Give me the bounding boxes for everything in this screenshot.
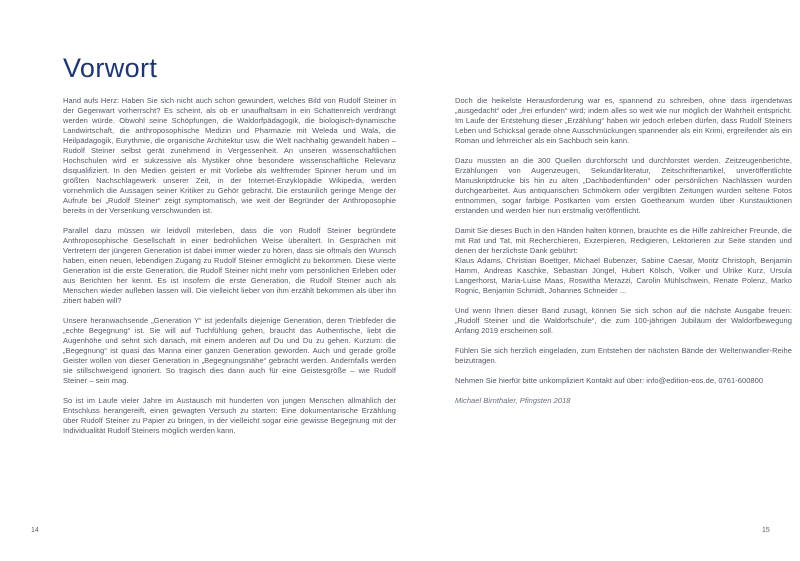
page-number-left: 14	[31, 527, 39, 534]
author-signature: Michael Birnthaler, Pfingsten 2018	[455, 396, 571, 405]
credits-intro-paragraph: Damit Sie dieses Buch in den Händen halten können, brauchte es die Hilfe zahlreicher Freunde, die mit Rat und Tat, mit Recherchieren, Exzerpieren, Redigieren, Lektorieren zur Seite standen und denen der herzlichste Dank gebührt:	[455, 226, 792, 255]
body-paragraph: Hand aufs Herz: Haben Sie sich nicht auch schon gewundert, welches Bild von Rudolf Steiner in der Gegenwart vorherrscht? Es scheint, als ob er unaufhaltsam in ein Schattenreich verdrängt werden würde. Obwohl seine Schöpfungen, die Waldorfpädagogik, die biologisch-dynamische Landwirtschaft, die anthroposophische Medizin und Pharmazie mit Weleda und Wala, die Heilpädagogik, Eurythmie, die organische Architektur usw. die Welt nachhaltig gewandelt haben – Rudolf Steiner selbst gerät zunehmend in Vergessenheit. An unseren wissenschaftlichen Hochschulen wird er sukzessive als Mystiker ohne besondere wissenschaftliche Relevanz disqualifiziert. In den Medien geistert er mit Vorliebe als weltfremder Spinner herum und im größten Nachschlagewerk unserer Zeit, in der Internet-Enzyklopädie Wikipedia, werden vornehmlich die Aussagen seiner Kritiker zu Gehör gebracht. Die erstaunlich geringe Menge der Aufrufe bei „Rudolf Steiner“ zeigt symptomatisch, wie weit der Begründer der Anthroposophie bereits in der Versenkung verschwunden ist.	[63, 96, 396, 215]
right-page	[455, 96, 792, 416]
body-paragraph: Fühlen Sie sich herzlich eingeladen, zum Entstehen der nächsten Bände der Weltenwandler-Reihe beizutragen.	[455, 346, 792, 365]
credits-names: Klaus Adams, Christian Boettger, Michael Bubenzer, Sabine Caesar, Moritz Christoph, Benjamin Hamm, Andreas Kaschke, Sebastian Jüngel, Hubert Kölsch, Volker und Ulrike Kurz, Ursula Langerhorst, Maria-Luise Maas, Roswitha Merazzi, Carolin Mühlschwein, Renate Polenz, Marko Rognic, Benjamin Schmidt, Johannes Schneider ...	[455, 256, 792, 295]
contact-line: Nehmen Sie hierfür bitte unkompliziert Kontakt auf über: info@edition-eos.de, 0761-600800	[455, 376, 764, 385]
body-paragraph: So ist im Laufe vieler Jahre im Austausch mit hunderten von jungen Menschen allmählich der Entschluss herangereift, einen gewagten Versuch zu starten: Eine dokumentarische Erzählung über Rudolf Steiner zu Papier zu bringen, in der vielleicht sogar eine gewisse Begegnung mit der Individualität Rudolf Steiners möglich werden kann.	[63, 396, 396, 435]
page-title: Vorwort	[63, 53, 158, 83]
body-paragraph: Parallel dazu müssen wir leidvoll miterleben, dass die von Rudolf Steiner begründete Anthroposophische Gesellschaft in einer bedrohlichen Weise überaltert. In Gesprächen mit Vertretern der jüngeren Generation ist dabei immer wieder zu hören, dass sie oftmals den Wunsch haben, einen neuen, lebendigen Zugang zu Rudolf Steiner ermöglicht zu bekommen. Diese vierte Generation ist die erste Generation, die Rudolf Steiner nicht mehr vom persönlichen Erleben oder aus Berichten her kennt. Es ist insofern die erste Generation, die Rudolf Steiner auch als Menschen wieder aufleben lassen will. Die vielleicht lieber von ihm erzählt bekommen als über ihn zitiert haben will?	[63, 226, 396, 305]
body-paragraph: Und wenn Ihnen dieser Band zusagt, können Sie sich schon auf die nächste Ausgabe freuen: „Rudolf Steiner und die Waldorfschule“, die zum 100-jährigen Jubiläum der Waldorfbewegung Anfang 2019 erscheinen soll.	[455, 306, 792, 335]
body-paragraph: Doch die heikelste Herausforderung war es, spannend zu schreiben, ohne dass irgendetwas „ausgedacht“ oder „frei erfunden“ wird; indem alles so weit wie nur möglich der Wahrheit entspricht. Im Laufe der Entstehung dieser „Erzählung“ haben wir jedoch erleben dürfen, dass Rudolf Steiners Leben und Schicksal gerade ohne Ausschmückungen spannender als ein Krimi, ergreifender als ein Roman und lehrreicher als ein Sachbuch sein kann.	[455, 96, 792, 145]
left-page	[63, 55, 396, 446]
page-number-right: 15	[762, 527, 770, 534]
body-paragraph: Dazu mussten an die 300 Quellen durchforscht und durchforstet werden. Zeitzeugenberichte, Erzählungen von Augenzeugen, Sekundärliteratur, Zeitschriftenartikel, unveröffentlichte Manuskriptdrucke bis hin zu alten „Dachbodenfunden“ oder persönlichen Nachlässen wurden durchgearbeitet. Aus antiquarischen Schmökern oder vergilbten Zeitungen wurden seltene Fotos entnommen, sogar farbige Postkarten vom ersten Goetheanum wurden über Kunstauktionen erstanden und werden hier nun erstmalig veröffentlicht.	[455, 156, 792, 215]
body-paragraph: Unsere heranwachsende „Generation Y“ ist jedenfalls diejenige Generation, deren Triebfeder die „echte Begegnung“ ist. Sie will auf Tuchfühlung gehen, braucht das Authentische, liebt die Augenhöhe und sehnt sich danach, mit einem anderen auf Du und Du zu gehen. Kurzum: die „Begegnung“ ist quasi das Manna einer ganzen Generation geworden. Auch und gerade große Geister wollen von dieser Generation in „Begegnungsnähe“ gebracht werden. Andernfalls werden sie stillschweigend ignoriert. So tragisch dies dann auch für eine Geistesgröße – wie Rudolf Steiner – sein mag.	[63, 316, 396, 385]
